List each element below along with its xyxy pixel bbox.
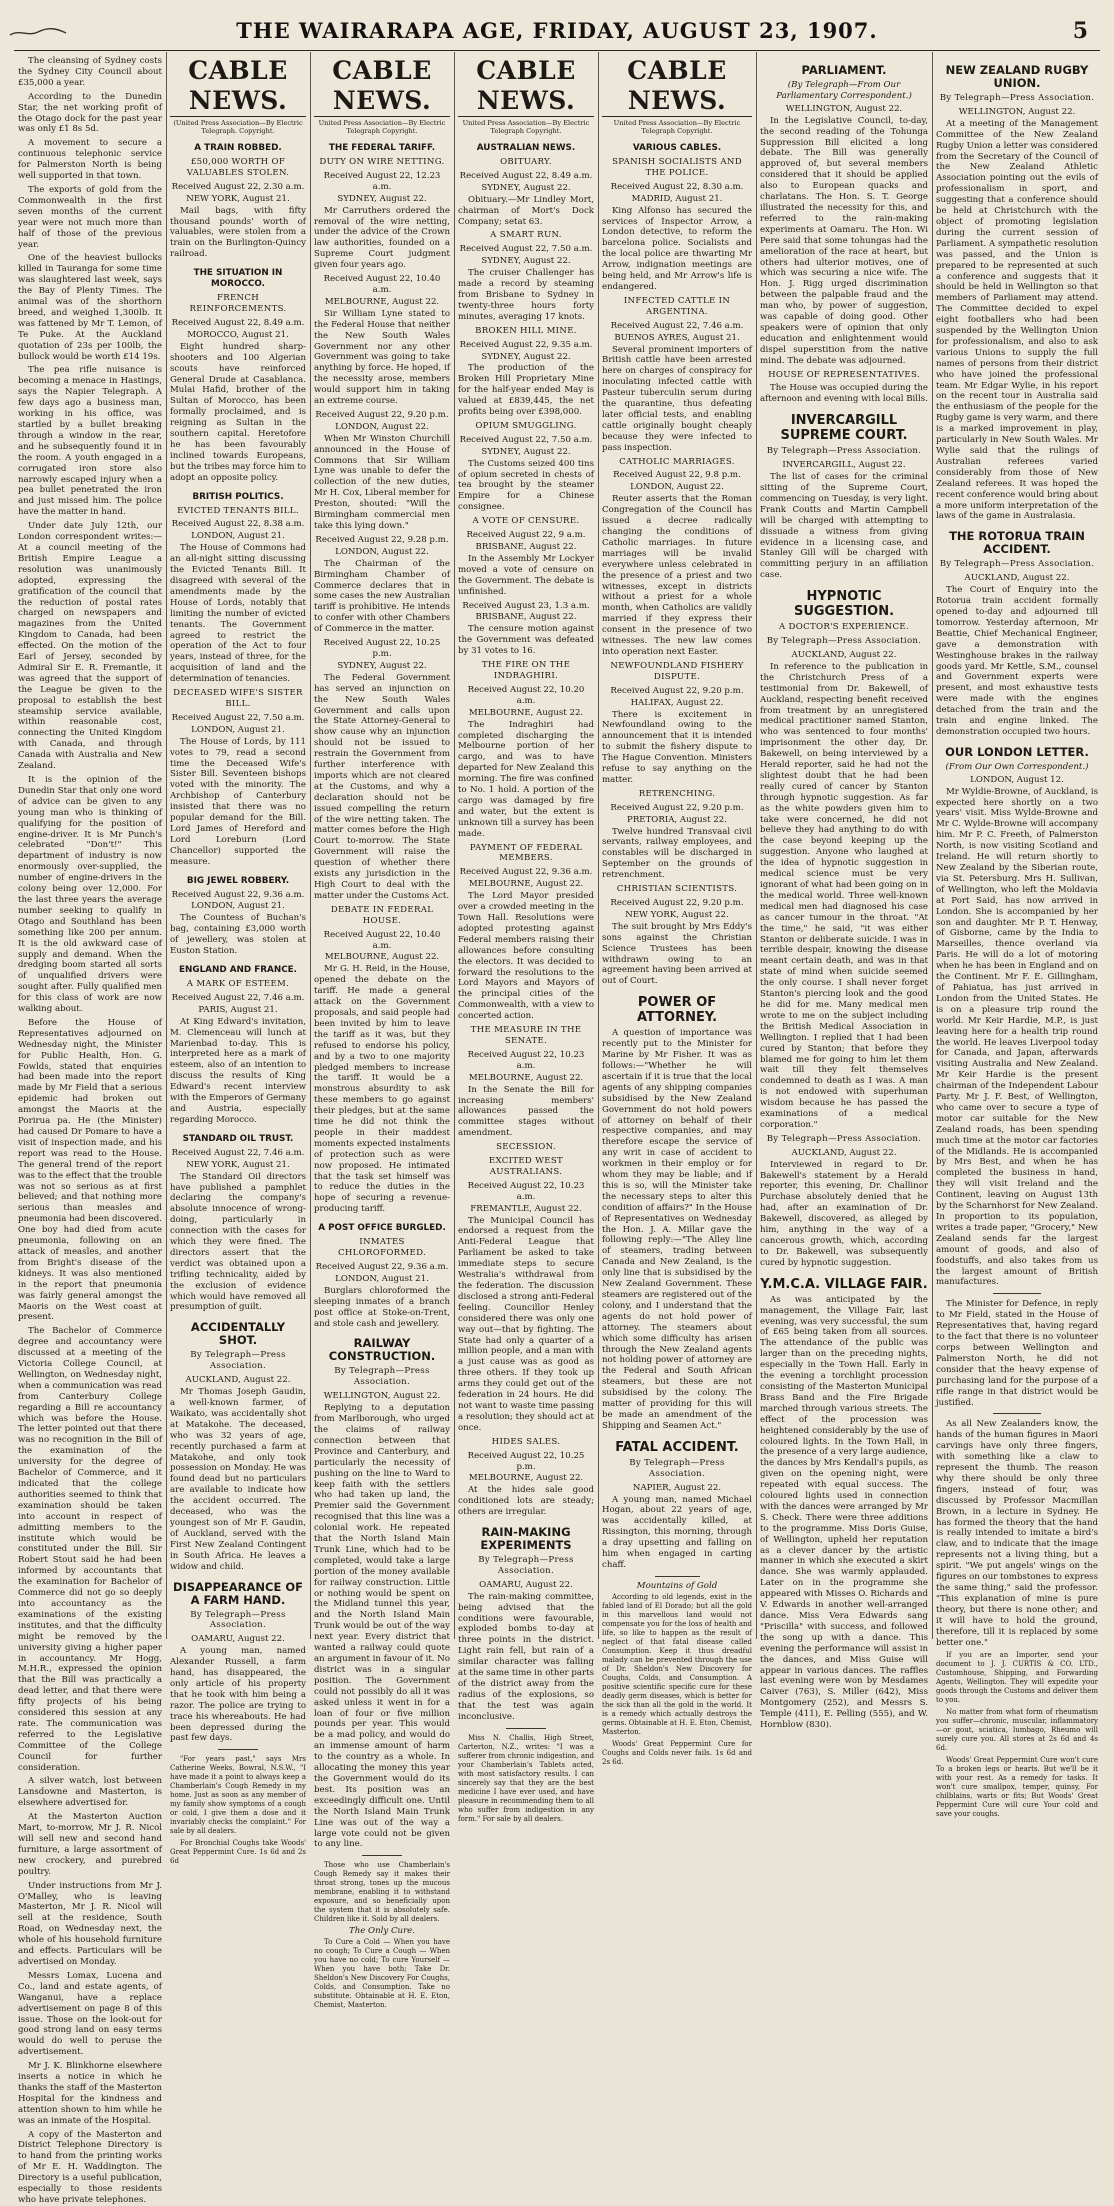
credit-line: United Press Association—By Electric Telegraph Copyright. <box>318 119 446 135</box>
column-divider <box>310 52 311 1639</box>
dateline: LONDON, August 22. <box>335 546 429 557</box>
dateline: INVERCARGILL, August 22. <box>782 460 906 471</box>
news-paragraph: One of the heaviest bullocks killed in Tauranga for some time was slaughtered last week, says the Bay of Plenty Times. The animal was of the shorthorn breed, and weighed 1,300lb. It was fattened by Mr T. Lemon, of Te Puke. At the Auckland quotation of 23s per 100lb, the bullock would be worth £14 19s. <box>18 253 162 362</box>
dateline: WELLINGTON, August 22. <box>323 1391 441 1402</box>
article-heading: NEW ZEALAND RUGBY UNION. <box>945 63 1089 90</box>
divider <box>993 1413 1042 1414</box>
dateline: MOROCCO, August 21. <box>187 329 289 340</box>
article-body: As was anticipated by the management, the Village Fair, last evening, was very successful, the sum of £65 being taken from all sources. The attendance of the public was larger than on the preceding nights, especially in the Town Hall. Early in the evening a torchlight procession consisting of the Masterton Municipal Brass Band and the Fire Brigade marched through various streets. The effect of the procession was heightened considerably by the use of coloured lights. In the Town Hall, in the presence of a very large audience, the dances by Mrs Kendall's pupils, as given on the opening night, were repeated with equal success. The coloured lights used in connection with the dances were arranged by Mr S. Check. There were three additions to the programme. Miss Doris Guise, of Wellington, upheld her reputation as a clever dancer by the artistic manner in which she executed a skirt dance. She was warmly applauded. Later on in the programme she appeared with Misses O. Richards and V. Edwards in another well-arranged dance. Miss Vera Edwards sang "Priscilla" with success, and followed the song up with a dance. This evening the performance will assist in the dances, and Miss Guise will appear in various dances. The raffles last evening were won by Mesdames Caiver (763), S. Miller (642), Miss Montgomery (252), and Messrs S. Temple (411), E. Pelling (555), and W. Hornblow (830). <box>760 1294 928 1731</box>
dateline: NEW YORK, August 21. <box>186 193 290 204</box>
credit-line: (United Press Association—By Electric Telegraph. Copyright. <box>173 119 303 135</box>
news-paragraph: Under instructions from Mr J. O'Malley, who is leaving Masterton, Mr J. R. Nicol will sell at the residence, South Road, on Wednesday next, the whole of his household furniture and effects. Particulars will be advertised on Monday. <box>18 1880 162 1967</box>
credit-line: By Telegraph—Press Association. <box>939 93 1095 103</box>
received-line: Received August 22, 7.46 a.m. <box>171 1147 305 1158</box>
article-body: In reference to the publication in the Christchurch Press of a testimonial from Dr. Bakewell, of Auckland, respecting benefit received from treatment by an unregistered medical practitioner named Stanton, who was sentenced to four months' imprisonment the other day, Dr. Bakewell, on being interviewed by a Herald reporter, said he had not the slightest doubt that he had been really cured of cancer by Stanton through hypnotic suggestion. As far as the white powders given him to take were concerned, he did not believe they had anything to do with the case beyond keeping up the suggestion. Anyone who laughed at the idea of hypnotic suggestion in medical science must be very ignorant of what had been going on in the medical world. Three well-known medical men had diagnosed his case as cancer tumour in the throat. "At the time," he said, "it was either Stanton or deliberate suicide. I was in terrible despair, knowing the disease meant certain death, and was in that state of mind when suicide seemed the only course. I shall never forget Stanton's piercing look and the good he did for me. Many medical men wrote to me on the subject including the British Medical Association in Wellington. I replied that I had been cured by Stanton; that before they blamed me for going to him let them wait till they felt themselves condemned to death as I was. A man is not endowed with superhuman wisdom because he has passed the examinations of a medical corporation." <box>760 661 928 1130</box>
dateline: LONDON, August 21. <box>191 901 285 912</box>
credit-line: United Press Association—By Electric Telegraph Copyright. <box>462 119 590 135</box>
article-subheading: SECESSION. <box>496 1142 556 1153</box>
article-heading: PARLIAMENT. <box>801 63 887 77</box>
dateline: LONDON, August 21. <box>191 724 285 735</box>
received-line: Received August 22, 9.20 p.m. <box>610 802 744 813</box>
dateline: OAMARU, August 22. <box>191 1634 285 1645</box>
article-body: The rain-making committee, being advised that the conditions were favourable, exploded bombs to-day at three points in the district. Light rain fell, but rain of a similar character was falling at the same time in other parts of the district away from the radius of the explosions, so that the test was again inconclusive. <box>458 1591 594 1722</box>
dateline: MELBOURNE, August 22. <box>468 1473 584 1484</box>
column-divider <box>166 52 167 1639</box>
page-title: THE WAIRARAPA AGE, FRIDAY, AUGUST 23, 1907. <box>236 18 878 43</box>
article-body: Obituary.—Mr Lindley Mort, chairman of Mort's Dock Company; setat 63. <box>458 194 594 227</box>
advertisement-heading: Mountains of Gold <box>636 1580 718 1591</box>
article-subheading: DECEASED WIFE'S SISTER BILL. <box>173 688 303 709</box>
dateline: WELLINGTON, August 22. <box>785 103 903 114</box>
article-subheading: THE MEASURE IN THE SENATE. <box>470 1025 582 1046</box>
received-line: Received August 22, 9.20 p.m. <box>315 409 449 420</box>
advertisement: To Cure a Cold — When you have no cough; To Cure a Cough — When you have no cold; To cure Yourself — When you have both; Take Dr. Sheldon's New Discovery For Coughs, Colds, and Consumption. Take no substitute. Obtainable at H. E. Eton, Chemist, Masterton. <box>314 1938 450 2010</box>
article-heading: A TRAIN ROBBED. <box>194 143 282 153</box>
credit-line: (From Our Own Correspondent.) <box>945 761 1089 772</box>
dateline: BUENOS AYRES, August 21. <box>614 332 740 343</box>
article-heading: DISAPPEARANCE OF A FARM HAND. <box>173 1579 303 1607</box>
article-body: The Customs seized 400 tins of opium secreted in chests of tea brought by the steamer Empire for a Chinese consignee. <box>458 458 594 513</box>
news-paragraph: As all New Zealanders know, the hands of the human figures in Maori carvings have only three fingers, with something like a claw to represent the thumb. The reason why there should be only three fingers, instead of four, was discussed by Professor Macmillan Brown, in a lecture in Sydney. He has formed the theory that the hand is really intended to imitate a bird's claw, and to indicate that the image represents not a living thing, but a spirit. "We put angels' wings on the figures on our tombstones to express the same thing," said the professor. "This explanation of mine is pure theory, but there is none other; and it will have to hold the ground, therefore, till it is replaced by some better one." <box>936 1419 1098 1648</box>
column-1 <box>18 56 162 2205</box>
dateline: HALIFAX, August 22. <box>630 697 724 708</box>
received-line: Received August 22, 8.30 a.m. <box>610 181 744 192</box>
dateline: SYDNEY, August 22. <box>337 193 427 204</box>
dateline: MELBOURNE, August 22. <box>324 952 440 963</box>
news-paragraph: The Minister for Defence, in reply to Mr Field, stated in the House of Representatives that, having regard to the fact that there is no volunteer corps between Wellington and Palmerston North, he did not consider that the heavy expense of purchasing land for the purpose of a rifle range in that district would be justified. <box>936 1299 1098 1408</box>
article-subheading: HIDES SALES. <box>491 1436 561 1447</box>
received-line: Received August 22, 10.25 p.m. <box>323 638 441 659</box>
cable-news-banner: CABLE NEWS. <box>170 56 306 117</box>
advertisement: No matter from what form of rheumatism you suffer—chronic, muscular, inflammatory—or gout, sciatica, lumbago, Rheumo will surely cure you. All stores at 2s 6d and 4s 6d. <box>936 1708 1098 1753</box>
divider <box>655 1576 700 1577</box>
news-paragraph: Before the House of Representatives adjourned on Wednesday night, the Minister for Public Health, Hon. G. Fowlds, stated that enquiries had been made into the report made by Mr Field that a serious epidemic had broken out amongst the Maoris at the Porirua pa. He (the Minister) had caused Dr Pomare to have a visit of inspection made, and his report was read to the House. The general trend of the report was to the effect that the trouble was not so serious as at first believed; and that nothing more serious than measles and pneumonia had been discovered. One boy had died from acute pneumonia, following on an attack of measles, and another from Bright's disease of the kidneys. It was also mentioned in the report that pneumonia was fairly general amongst the Maoris on the West coast at present. <box>18 1017 162 1323</box>
article-body: A young man, named Alexander Russell, a farm hand, has disappeared, the only article of his property that he took with him being a razor. The police are trying to trace his whereabouts. He had been depressed during the past few days. <box>170 1646 306 1744</box>
dateline: SYDNEY, August 22. <box>481 446 571 457</box>
received-line: Received August 22, 8.49 a.m. <box>459 170 593 181</box>
column-6 <box>760 56 928 1731</box>
dateline: SYDNEY, August 22. <box>481 256 571 267</box>
cable-news-banner: CABLE NEWS. <box>314 56 450 117</box>
dateline: SYDNEY, August 22. <box>481 182 571 193</box>
advertisement-heading: The Only Cure. <box>348 1926 416 1937</box>
dateline: AUCKLAND, August 22. <box>791 1147 897 1158</box>
article-body: The House was occupied during the afternoon and evening with local Bills. <box>760 383 928 405</box>
article-body: When Mr Winston Churchill announced in the House of Commons that Sir William Lyne was unable to defer the collection of the new duties, Mr H. Cox, Liberal member for Preston, shouted: "Will the Birmingham commercial men take this lying down." <box>314 433 450 531</box>
article-body: Sir William Lyne stated to the Federal House that neither the New South Wales Government nor any other Government was going to take anything by force. He hoped, if the necessity arose, members would support him in taking an extreme course. <box>314 308 450 407</box>
divider <box>218 1749 259 1750</box>
article-heading: RAIN-MAKING EXPERIMENTS <box>480 1525 572 1553</box>
column-divider <box>454 52 455 1639</box>
credit-line: (By Telegraph—From Our Parliamentary Correspondent.) <box>776 80 912 101</box>
article-subheading: CATHOLIC MARRIAGES. <box>619 456 735 467</box>
received-line: Received August 22, 9.8 p.m. <box>613 470 741 481</box>
article-heading: ACCIDENTALLY SHOT. <box>190 1320 286 1348</box>
article-heading: STANDARD OIL TRUST. <box>182 1133 294 1144</box>
credit-line: By Telegraph—Press Association. <box>334 1366 430 1388</box>
article-body: The Standard Oil directors have published a pamphlet declaring the company's absolute innocence of wrong-doing, particularly in connection with the cases for which they were fined. The directors assert that the verdict was obtained upon a trifling technicality, aided by the exclusion of evidence which would have removed all presumption of guilt. <box>170 1171 306 1313</box>
dateline: WELLINGTON, August 22. <box>958 106 1076 117</box>
advertisement: Miss N. Challis, High Street, Carterton, N.Z., writes: "I was a sufferer from chronic indigestion, and your Chamberlain's Tablets acted, with most satisfactory results. I can sincerely say that they are the best medicine I have ever used, and have pleasure in recommending them to all who suffer from indigestion in any form." For sale by all dealers. <box>458 1733 594 1823</box>
divider <box>506 1728 547 1729</box>
article-body: Mail bags, with fifty thousand pounds' worth of valuables, were stolen from a train on the Burlington-Quincy railroad. <box>170 205 306 260</box>
article-body: Mr Carruthers ordered the removal of the wire netting, under the advice of the Crown law authorities, founded on a Supreme Court judgment given four years ago. <box>314 205 450 271</box>
article-body: Mr Wyldie-Browne, of Auckland, is expected here shortly on a two years' visit. Miss Wylde-Browne and Mr C. Wylde-Browne will accompany him. Mr P. C. Freeth, of Palmerston North, is now visiting Scotland and Ireland. He will return shortly to New Zealand by the Siberian route, via St. Petersburg. Mrs H. Sullivan, of Wellington, who left the Moldavia at Port Said, has now arrived in London. She is accompanied by her son and daughter. Mr P. T. Henway, of Gisborne, came by the India to Marseilles, thence overland via Paris. He will do a lot of motoring when he has been in England and on the Continent. Mr F. E. Gillingham, of Pahiatua, has just arrived in London from the United States. He is on a pleasure trip round the world. Mr Keir Hardie, M.P., is just leaving here for a health trip round the world. He leaves Liverpool today for Canada, and Japan, afterwards visiting Australia and New Zealand. Mr Keir Hardie is the present chairman of the Independent Labour Party. Mr J. F. Best, of Wellington, who came over to secure a type of motor car suitable for the New Zealand roads, has been spending much time at the motor car factories of the Midlands. He is accompanied by Mrs Best, and when he has completed the business in hand, they will visit Ireland and the Continent, leaving on August 13th by the Scharnhorst for New Zealand. In proportion to its population, writes a trade paper, "Grocery," New Zealand sends far the largest amount of goods, and also of foodstuffs, and also takes from us the largest amount of British manufactures. <box>936 786 1099 1288</box>
credit-line: By Telegraph—Press Association. <box>190 1350 286 1372</box>
dateline: BRISBANE, August 22. <box>475 542 577 552</box>
article-heading: ENGLAND AND FRANCE. <box>178 965 298 975</box>
article-body: There is excitement in Newfoundland owing to the announcement that it is intended to submit the fishery dispute to The Hague Convention. Ministers refuse to say anything on the matter. <box>602 709 752 785</box>
dateline: NEW YORK, August 22. <box>625 909 729 920</box>
article-body: In the Assembly Mr Lockyer moved a vote of censure on the Government. The debate is unfinished. <box>458 553 594 597</box>
article-subheading: OBITUARY. <box>500 157 552 167</box>
dateline: LONDON, August 22. <box>335 421 429 432</box>
received-line: Received August 22, 9 a.m. <box>466 530 586 541</box>
news-paragraph: The cleansing of Sydney costs the Sydney City Council about £35,000 a year. <box>18 56 162 88</box>
received-line: Received August 22, 9.35 a.m. <box>459 339 593 350</box>
dateline: LONDON, August 21. <box>191 531 285 542</box>
page-number: 5 <box>1072 18 1088 44</box>
column-2 <box>170 56 306 1866</box>
dateline: LONDON, August 21. <box>335 1273 429 1284</box>
column-divider <box>598 52 599 1639</box>
article-subheading: INFECTED CATTLE IN ARGENTINA. <box>623 295 731 317</box>
advertisement: According to old legends, exist in the fabled land of El Dorado; but all the gold in this marvellous land would not compensate you for the loss of health and life, so like to happen as the result of neglect of that fatal disease called Consumption. Keep it thus dreadful malady can be prevented through the use of Dr. Sheldon's New Discovery for Coughs, Colds, and Consumption. A positive scientific specific cure for these deadly germ diseases, which is better for the sick than all the gold in the world. It is a remedy which actually destroys the germs. Obtainable at H. E. Eton, Chemist, Masterton. <box>602 1592 752 1736</box>
article-subheading: EXCITED WEST AUSTRALIANS. <box>488 1156 564 1177</box>
article-subheading: A DOCTOR'S EXPERIENCE. <box>779 622 909 633</box>
credit-line: By Telegraph—Press Association. <box>629 1457 725 1479</box>
received-line: Received August 22, 9.28 p.m. <box>315 534 449 545</box>
dateline: NEW YORK, August 21. <box>186 1159 290 1170</box>
column-4 <box>458 56 595 1823</box>
received-line: Received August 22, 10.40 a.m. <box>323 929 441 951</box>
article-body: The Indraghiri had completed discharging the Melbourne portion of her cargo, and was to have departed for New Zealand this morning. The fire was confined to No. 1 hold. A portion of the cargo was damaged by fire and water, but the extent is unknown till a survey has been made. <box>458 719 594 839</box>
article-heading: THE SITUATION IN MOROCCO. <box>193 268 283 290</box>
article-body: The suit brought by Mrs Eddy's sons against the Christian Science Trustees has been withdrawn owing to an agreement having been arrived at out of Court. <box>602 921 752 987</box>
article-heading: A POST OFFICE BURGLED. <box>318 1223 446 1234</box>
dateline: MELBOURNE, August 22. <box>324 296 440 307</box>
article-body: The Countess of Buchan's bag, containing £3,000 worth of jewellery, was stolen at Euston Station. <box>170 913 306 957</box>
received-line: Received August 22, 10.40 a.m. <box>323 274 441 295</box>
column-5 <box>602 56 752 1766</box>
dateline: LONDON, August 22. <box>630 482 724 493</box>
article-subheading: SPANISH SOCIALISTS AND THE POLICE. <box>612 157 742 178</box>
news-paragraph: Under date July 12th, our London correspondent writes:—At a council meeting of the British Empire League a resolution was unanimously adopted, expressing the gratification of the council that the reduction of postal rates charged on newspapers and magazines from the United Kingdom to Canada, had been effected. On the motion of the Earl of Jersey, seconded by Admiral Sir E. R. Fremantle, it was agreed that the support of the League be given to the proposal to establish the best steamship service available, within reasonable cost, connecting the United Kingdom with Canada, and through Canada with Australia and New Zealand. <box>18 521 162 772</box>
article-body: Reuter asserts that the Roman Congregation of the Council has issued a decree radically changing the conditions of Catholic marriages. In future marriages will be invalid everywhere unless celebrated in the presence of a priest and two witnesses, except in districts without a priest for a whole month, when Catholics are validly married if they express their consent in the presence of two witnesses. The new law comes into operation next Easter. <box>602 494 752 657</box>
news-paragraph: At the Masterton Auction Mart, to-morrow, Mr J. R. Nicol will sell new and second hand furniture, a large assortment of new crockery, and purebred poultry. <box>18 1812 162 1877</box>
dateline: BRISBANE, August 22. <box>475 612 577 623</box>
article-heading: AUSTRALIAN NEWS. <box>476 143 576 153</box>
article-subheading: INMATES CHLOROFORMED. <box>337 1237 427 1259</box>
advertisement: Those who use Chamberlain's Cough Remedy say it makes their throat strong, tones up the mucous membrane, enabling it to withstand exposure, and so beneficially upon the system that it is absolutely safe. Children like it. Sold by all dealers. <box>314 1861 450 1924</box>
received-line: Received August 22, 2.30 a.m. <box>171 181 305 192</box>
news-paragraph: The exports of gold from the Commonwealth in the first seven months of the current year were not much more than half of those of the previous year. <box>18 184 162 250</box>
article-body: Replying to a deputation from Marlborough, who urged the claims of railway connection between that Province and Canterbury, and particularly the necessity of pushing on the line to Ward to keep faith with the settlers who had taken up land, the Premier said the Government recognised that this line was a colonial work. He repeated that the North Island Main Trunk Line, which had to be completed, would take a large portion of the money available for railway construction. Little or nothing would be spent on the Midland tunnel this year, and the North Island Main Trunk would be out of the way next year. Every district that wanted a railway could quote an argument in favour of it. No district was in a singular position. The Government could not possibly do all it was asked unless it went in for a loan of four or five million pounds per year. This would be a mad policy, and would do an immense amount of harm to the country as a whole. In allocating the money this year the Government would do its best. Its position was an exceedingly difficult one. Until the North Island Main Trunk Line was out of the way a large vote could not be given to any line. <box>314 1403 450 1850</box>
divider <box>993 1293 1042 1294</box>
article-body: At King Edward's invitation, M. Clemenceau will lunch at Marienbad to-day. This is interpreted here as a mark of esteem, also of an intention to discuss the results of King Edward's recent interview with the Emperors of Germany and Austria, especially regarding Morocco. <box>170 1016 306 1125</box>
credit-line: By Telegraph—Press Association. <box>766 446 922 457</box>
article-heading: FATAL ACCIDENT. <box>615 1439 739 1455</box>
received-line: Received August 22, 7.50 a.m. <box>459 434 593 445</box>
dateline: AUCKLAND, August 22. <box>185 1375 291 1386</box>
received-line: Received August 22, 12.23 a.m. <box>323 170 441 192</box>
advertisement: "For years past," says Mrs Catherine Weeks, Bowral, N.S.W., "I have made it a point to always keep a Chamberlain's Cough Remedy in my home. Just as soon as any member of my family show symptoms of a cough or cold, I give them a dose and it invariably checks the complaint." For sale by all dealers. <box>170 1755 306 1836</box>
article-body: Mr Thomas Joseph Gaudin, a well-known farmer, of Waikato, was accidentally shot at Matakohe. The deceased, who was 32 years of age, recently purchased a farm at Matakohe, and only took possession on Monday. He was found dead but no particulars are available to indicate how the accident occurred. The deceased, who was the youngest son of Mr F. Gaudin, of Auckland, served with the First New Zealand Contingent in South Africa. He leaves a widow and child. <box>170 1387 306 1572</box>
article-subheading: OPIUM SMUGGLING. <box>475 420 577 431</box>
dateline: FREMANTLE, August 22. <box>470 1203 582 1214</box>
dateline: MELBOURNE, August 22. <box>468 1072 584 1083</box>
article-subheading: A VOTE OF CENSURE. <box>472 516 580 527</box>
article-subheading: DUTY ON WIRE NETTING. <box>319 157 445 167</box>
advertisement: For Bronchial Coughs take Woods' Great Peppermint Cure. 1s 6d and 2s 6d <box>170 1839 306 1866</box>
article-heading: RAILWAY CONSTRUCTION. <box>328 1336 436 1364</box>
article-subheading: FRENCH REINFORCEMENTS. <box>189 293 287 315</box>
received-line: Received August 22, 9.20 p.m. <box>610 685 744 696</box>
article-body: King Alfonso has secured the services of Inspector Arrow, a London detective, to reform the barcelona police. Socialists and the local police are thwarting Mr Arrow, indignation meetings are being held, and Mr Arrow's life is endangered. <box>602 205 752 292</box>
article-body: The production of the Broken Hill Proprietary Mine for the half-year ended May is valued at £839,445, the net profits being over £398,000. <box>458 363 594 418</box>
article-body: A question of importance was recently put to the Minister for Marine by Mr Fisher. It was as follows:—"Whether he will ascertain if it is true that the local agents of any shipping companies subsidised by the New Zealand Government do not hold powers of attorney on behalf of their respective companies, and may therefore escape the service of any writ in case of accident to workmen in their employ or for whom they may be liable; and if this is so, will the Minister take the necessary steps to alter this condition of affairs?" In the House of Representatives on Wednesday the Hon. J. A. Millar gave the following reply:—"The Alley line of steamers, trading between Canada and New Zealand, is the only line that is subsidised by the New Zealand Government. These steamers are registered out of the colony, and I understand that the agents do not hold power of attorney. The steamers about which some difficulty has arisen through the New Zealand agents not holding power of attorney are the Federal and South African steamers, but these are not subsidised by the colony. The matter of providing for this will be made an amendment of the Shipping and Seamen Act." <box>602 1028 752 1431</box>
article-body: Burglars chloroformed the sleeping inmates of a branch post office at Stoke-on-Trent, and stole cash and jewellery. <box>314 1285 450 1329</box>
news-paragraph: Mr J. K. Blinkhorne elsewhere inserts a notice in which he thanks the staff of the Masterton Hospital for the kindness and attention shown to him while he was an inmate of the Hospital. <box>18 2061 162 2126</box>
received-line: Received August 22, 10.20 a.m. <box>467 684 585 706</box>
received-line: Received August 22, 9.36 a.m. <box>171 889 305 900</box>
article-body: A young man, named Michael Hogan, about 22 years of age, was accidentally killed, at Rissington, this morning, through a dray upsetting and falling on him when engaged in carting chaff. <box>602 1494 752 1570</box>
article-heading: HYPNOTIC SUGGESTION. <box>793 589 895 620</box>
article-body: In the Legislative Council, to-day, the second reading of the Tohunga Suppression Bill elicited a long debate. The Bill was generally approved of, but several members considered that it should be applied also to European quacks and charlatans. The Hon. S. T. George illustrated the necessity for this, and referred to the rain-making experiments at Oamaru. The Hon. Wi Pere said that some tohungas had the amelioration of the race at heart, but others had ulterior motives, one of which was securing a nice wife. The Hon. J. Rigg urged discrimination between the palpable fraud and the man who, by power of suggestion, was capable of doing good. Other speakers were of opinion that only education and enlightenment would dispel superstition from the native mind. The debate was adjourned. <box>760 115 928 366</box>
received-line: Received August 22, 8.49 a.m. <box>171 317 305 328</box>
received-line: Received August 23, 1.3 a.m. <box>462 600 590 611</box>
dateline: LONDON, August 12. <box>970 774 1064 785</box>
received-line: Received August 22, 9.36 a.m. <box>459 867 593 878</box>
credit-line: By Telegraph—Press Association. <box>939 559 1095 570</box>
divider <box>362 1855 403 1856</box>
credit-line: By Telegraph—Press Association. <box>478 1555 574 1576</box>
article-body: The Lord Mayor presided over a crowded meeting in the Town Hall. Resolutions were adopted protesting against Federal members raising their allowances before consulting the electors. It was decided to forward the resolutions to the Lord Mayors and Mayors of the principal cities of the Commonwealth, with a view to concerted action. <box>458 891 594 1022</box>
news-paragraph: It is the opinion of the Dunedin Star that only one word of advice can be given to any young man who is thinking of qualifying for the position of engine-driver. It is Mr Punch's celebrated "Don't!" This department of industry is now enormously over-supplied, the number of engine-drivers in the colony being over 12,000. For the last three years the average number seeking to qualify in Otago and Southland has been something like 200 per annum. It is the old awkward case of supply and demand. When the dredging boom started all sorts of unqualified drivers were sought after. Fully qualified men for this class of work are now walking about. <box>18 775 162 1015</box>
article-body: The Chairman of the Birmingham Chamber of Commerce declares that in some cases the new Australian tariff is prohibitive. He intends to confer with other Chambers of Commerce in the matter. <box>314 558 450 635</box>
received-line: Received August 22, 8.38 a.m. <box>171 519 305 530</box>
article-body: The Court of Enquiry into the Rotorua train accident formally opened to-day and adjourned till tomorrow. Yesterday afternoon, Mr Beattie, Chief Mechanical Engineer, gave a demonstration with Westinghouse brakes in the railway goods yard. Mr Kettle, S.M., counsel and Government experts were present, and most exhaustive tests were made with the engines detached from the train and the train and engine linked. The demonstration occupied two hours. <box>936 585 1098 737</box>
article-heading: INVERCARGILL SUPREME COURT. <box>780 413 908 444</box>
article-subheading: DEBATE IN FEDERAL HOUSE. <box>330 904 434 926</box>
header-rule <box>14 50 1100 51</box>
received-line: Received August 22, 7.50 a.m. <box>459 244 593 255</box>
article-body: Mr G. H. Reid, in the House, opened the debate on the tariff. He made a general attack on the Government proposals, and said people had been invited by him to leave the tariff as it was, but they refused to endorse his policy, and by a two to one majority pledged members to increase the tariff. It would be a monstrous absurdity to ask these members to go against their pledges, but at the same time he did not think the people in their maddest moments expected instalments of protection such as were now proposed. He intimated that the task set himself was to reduce the duties in the hope of securing a revenue-producing tariff. <box>314 964 450 1215</box>
column-3 <box>314 56 450 2010</box>
article-subheading: £50,000 WORTH OF VALUABLES STOLEN. <box>186 157 290 178</box>
news-paragraph: The pea rifle nuisance is becoming a menace in Hastings, says the Napier Telegraph. A few days ago a business man, working in his office, was startled by a bullet breaking through a window in the rear, and he subsequently found it in the room. A youth engaged in a corrugated iron store also narrowly escaped injury when a pea bullet penetrated the iron and just missed him. The police have the matter in hand. <box>18 365 162 518</box>
article-heading: BRITISH POLITICS. <box>192 491 284 502</box>
article-heading: THE FEDERAL TARIFF. <box>328 143 436 153</box>
article-body: The cruiser Challenger has made a record by steaming from Brisbane to Sydney in twenty-three hours forty minutes, averaging 17 knots. <box>458 268 594 322</box>
received-line: Received August 22, 10.25 p.m. <box>467 1450 585 1472</box>
dateline: NAPIER, August 22. <box>632 1482 722 1493</box>
dateline: AUCKLAND, August 22. <box>964 573 1070 584</box>
article-body: Twelve hundred Transvaal civil servants, railway employees, and constables will be discharged in September on the grounds of retrenchment. <box>602 826 752 881</box>
article-body: The House of Lords, by 111 votes to 79, read a second time the Deceased Wife's Sister Bill. Seventeen bishops voted with the minority. The Archbishop of Canterbury insisted that there was no popular demand for the Bill. Lord James of Hereford and Lord Loreburn (Lord Chancellor) supported the measure. <box>170 736 306 867</box>
dateline: SYDNEY, August 22. <box>337 660 427 671</box>
cable-news-banner: CABLE NEWS. <box>602 56 752 117</box>
article-heading: POWER OF ATTORNEY. <box>636 995 718 1026</box>
advertisement: Woods' Great Peppermint Cure won't cure To a broken legs or hearts. But we'll be it with your rest. As a remedy for tasks. It won't cure smallpox, temper, quinsy, For chilblains, warts or fits; But Woods' Great Peppermint Cure will cure Your cold and save your coughs. <box>936 1756 1098 1819</box>
article-body: The House of Commons had an all-night sitting discussing the Evicted Tenants Bill. It disagreed with several of the amendments made by the House of Lords, notably that limiting the number of evicted tenants. The Government agreed to restrict the operation of the Act to four years, instead of three, for the acquisition of land and the determination of tenancies. <box>170 543 306 685</box>
news-paragraph: A movement to secure a continuous telephonic service for Palmerston North is being well supported in that town. <box>18 138 162 182</box>
article-body: Eight hundred sharp-shooters and 100 Algerian scouts have reinforced General Drude at Casablanca. Mulai Hafid, brother of the Sultan of Morocco, has been formally proclaimed, and is reigning as Sultan in the southern capital. Heretofore he has been favourably inclined towards Europeans, but the tribes may force him to adopt an opposite policy. <box>170 341 306 483</box>
received-line: Received August 22, 9.20 p.m. <box>610 898 744 908</box>
article-subheading: NEWFOUNDLAND FISHERY DISPUTE. <box>610 660 744 682</box>
article-body: Several prominent importers of British cattle have been arrested here on charges of conspiracy for inoculating infected cattle with Pasteur tuberculin serum during the quarantine, thus defeating later official tests, and enabling cattle originally bought cheaply because they were infected to pass inspection. <box>602 344 752 453</box>
article-heading: OUR LONDON LETTER. <box>945 744 1089 759</box>
news-paragraph: A silver watch, lost between Lansdowne and Masterton, is elsewhere advertised for. <box>18 1776 162 1809</box>
article-body: The Federal Government has served an injunction on the New South Wales Government and calls upon the State Attorney-General to show cause why an injunction should not be issued to restrain the Government from further interference with imports which are not cleared at the Customs, and why a declaration should not be issued compelling the return of the wire netting taken. The matter comes before the High Court to-morrow. The State Government will raise the question of whether there exists any jurisdiction in the High Court to deal with the matter under the Customs Act. <box>314 672 450 901</box>
received-line: Received August 22, 9.36 a.m. <box>315 1262 449 1272</box>
article-body: Interviewed in regard to Dr. Bakewell's statement by a Herald reporter, this evening, Dr. Challinor Purchase absolutely denied that he had, after an examination of Dr. Bakewell, discovered, as alleged by him, anything in the way of a cancerous growth, which, according to Dr. Bakewell, was subsequently cured by hypnotic suggestion. <box>760 1159 928 1268</box>
article-subheading: CHRISTIAN SCIENTISTS. <box>616 884 738 895</box>
article-subheading: BROKEN HILL MINE. <box>475 325 577 336</box>
credit-line: By Telegraph—Press Association. <box>766 1133 922 1144</box>
received-line: Received August 22, 7.46 a.m. <box>610 320 744 331</box>
article-subheading: THE FIRE ON THE INDRAGHIRI. <box>481 660 571 681</box>
dateline: SYDNEY, August 22. <box>481 351 571 362</box>
article-subheading: A MARK OF ESTEEM. <box>186 979 290 989</box>
dateline: OAMARU, August 22. <box>479 1579 573 1590</box>
dateline: PRETORIA, August 22. <box>627 814 727 825</box>
dateline: PARIS, August 21. <box>198 1004 278 1015</box>
received-line: Received August 22, 10.23 a.m. <box>467 1180 585 1202</box>
article-subheading: PAYMENT OF FEDERAL MEMBERS. <box>469 842 583 864</box>
article-subheading: A SMART RUN. <box>490 230 562 241</box>
article-subheading: HOUSE OF REPRESENTATIVES. <box>768 369 920 380</box>
dateline: AUCKLAND, August 22. <box>791 649 897 660</box>
news-paragraph: Messrs Lomax, Lucena and Co., land and estate agents, of Wanganui, have a replace advertisement on page 8 of this issue. Those on the look-out for good strong land on easy terms would do well to peruse the advertisement. <box>18 1970 162 2058</box>
article-heading: THE ROTORUA TRAIN ACCIDENT. <box>949 529 1085 557</box>
dateline: MADRID, August 21. <box>631 193 723 204</box>
article-body: The censure motion against the Government was defeated by 31 votes to 16. <box>458 624 594 657</box>
received-line: Received August 22, 7.46 a.m. <box>171 992 305 1003</box>
column-7 <box>936 56 1099 1819</box>
cable-news-banner: CABLE NEWS. <box>458 56 594 117</box>
dateline: MELBOURNE, August 22. <box>468 879 584 890</box>
article-body: The Municipal Council has endorsed a request from the Anti-Federal League that Parliament be asked to take immediate steps to secure Westralia's withdrawal from the federation. The discussion disclosed a strong anti-Federal feeling. Councillor Henley considered there was only one way out—that by fighting. The State had only a quarter of a million people, and a man with a just cause was as good as three others. If they took up arms they could get out of the federation in 24 hours. He did not want to waste time passing a resolution; they should act at once. <box>458 1215 595 1433</box>
advertisement: Woods' Great Peppermint Cure for Coughs and Colds never fails. 1s 6d and 2s 6d. <box>602 1739 752 1766</box>
article-subheading: EVICTED TENANTS BILL. <box>177 505 299 516</box>
article-body: The list of cases for the criminal sitting of the Supreme Court, commencing on Tuesday, is very light. Frank Coutts and Martin Campbell will be charged with attempting to dissuade a witness from giving evidence in a licensing case, and Stanley Gill will be charged with committing perjury in an affiliation case. <box>760 472 928 581</box>
advertisement: If you are an Importer, send your document to J. J. CURTIS & CO. LTD., Customhouse, Shipping, and Forwarding Agents, Wellington. They will expedite your goods through the Customs and deliver them to you. <box>936 1651 1098 1705</box>
credit-line: By Telegraph—Press Association. <box>766 636 922 647</box>
news-paragraph: A copy of the Masterton and District Telephone Directory is to hand from the printing works of Mr E. H. Waddington. The Directory is a useful publication, especially to those residents who have private telephones. <box>18 2129 162 2205</box>
article-body: In the Senate the Bill for increasing members' allowances passed the committee stages without amendment. <box>458 1084 594 1139</box>
article-heading: BIG JEWEL ROBBERY. <box>186 875 290 886</box>
received-line: Received August 22, 10.23 a.m. <box>467 1049 585 1071</box>
article-heading: VARIOUS CABLES. <box>632 143 722 153</box>
news-paragraph: According to the Dunedin Star, the net working profit of the Otago dock for the past year was only £1 8s 5d. <box>18 91 162 135</box>
article-body: At the hides sale good conditioned lots are steady; others are irregular. <box>458 1485 594 1518</box>
article-heading: Y.M.C.A. VILLAGE FAIR. <box>760 1276 928 1292</box>
credit-line: By Telegraph—Press Association. <box>190 1609 286 1631</box>
article-body: At a meeting of the Management Committee of the New Zealand Rugby Union a letter was considered from the Secretary of the Council of the New Zealand Athletic Association pointing out the evils of professionalism in sport, and suggesting that a conference should be held at Christchurch with the object of promoting legislation during the current session of Parliament. A sympathetic resolution was passed, and the Union is prepared to be represented at such a conference and suggests that it should be held in Wellington so that members of Parliament may attend. The Committee decided to expel eight footballers who had been suspended by the Wellington Union for professionalism, and also to ask various Unions to supply the full names of persons from their district who have joined the professional team. Mr Edgar Wylie, in his report on the recent tour in Australia said the enthusiasm of the people for the Rugby game is very warm, and there is a marked improvement in play, particularly in New South Wales. Mr Wylie said that the rulings of Australian referees varied considerably from those of New Zealand referees. It was hoped the recent conference would bring about a more uniform interpretation of the laws of the game in Australasia. <box>936 118 1098 522</box>
column-divider <box>932 52 933 1639</box>
credit-line: United Press Association—By Electric Telegraph Copyright. <box>613 119 741 135</box>
news-paragraph: The Bachelor of Commerce degree and accountancy were discussed at a meeting of the Victoria College Council, at Wellington, on Wednesday night, when a communication was read from Canterbury College regarding a Bill re accountancy which was before the House. The letter pointed out that there was no recognition in the Bill of the examination of the university for the degree of Bachelor of Commerce, and it indicated that the college authorities seemed to think that examination should be taken into account in respect of admitting members to the institute which would be constituted under the Bill. Sir Robert Stout said he had been informed by accountants that the examination for Bachelor of Commerce did not go so deeply into accountancy as the examinations of the existing institutes, and that the difficulty might be removed by the university giving a higher paper in accountancy. Mr Hogg, M.H.R., expressed the opinion that the Bill was practically a dead letter, and that there were fifty projects of his being considered this session at any rate. The communication was referred to the Legislative Committee of the College Council for further consideration. <box>18 1326 162 1773</box>
column-divider <box>756 52 757 1639</box>
received-line: Received August 22, 7.50 a.m. <box>171 712 305 723</box>
dateline: MELBOURNE, August 22. <box>468 707 584 718</box>
article-subheading: RETRENCHING. <box>638 788 716 799</box>
masthead <box>0 16 1114 46</box>
